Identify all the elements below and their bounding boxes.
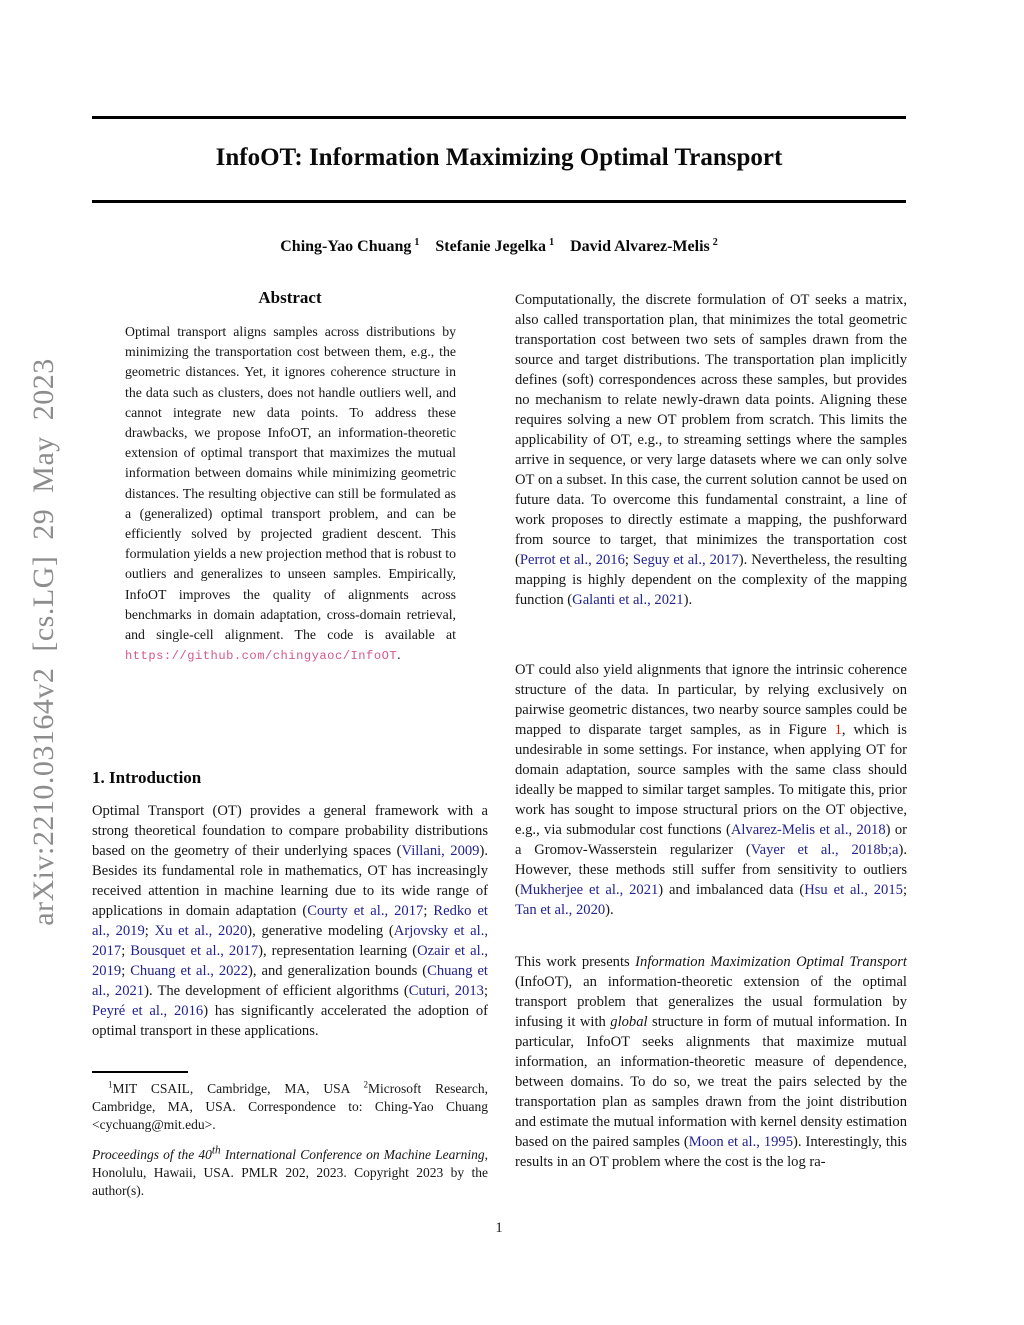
introduction-paragraph	[92, 801, 488, 1041]
italic-text: Information Maximization Optimal Transport	[635, 954, 907, 970]
citation-link[interactable]: Ozair et al., 2019	[92, 943, 488, 979]
superscript: 1	[414, 236, 420, 248]
text-run: MIT CSAIL, Cambridge, MA, USA	[112, 1081, 364, 1096]
figure-ref-link[interactable]: 1	[834, 722, 842, 738]
text-run: Stefanie Jegelka	[419, 238, 547, 255]
citation-link[interactable]: Cuturi, 2013	[408, 983, 484, 999]
affiliation-footnote	[92, 1080, 488, 1134]
url-link[interactable]: https://github.com/chingyaoc/InfoOT	[125, 649, 398, 664]
paper-title: InfoOT: Information Maximizing Optimal Transport	[215, 144, 783, 171]
right-column-paragraph-1	[515, 290, 907, 610]
text-run: David Alvarez-Melis	[554, 238, 710, 255]
text-run: structure in form of mutual information. In particular, InfoOT seeks alignments that maximize mutual information, an information-theoretic measure of dependence, between domains. To do so, we treat the pairs selected by the transportation plan as samples drawn from the joint distribution and estimate the mutual information with kernel density estimation based on the paired samples (	[515, 1014, 907, 1150]
arxiv-watermark: arXiv:2210.03164v2 [cs.LG] 29 May 2023	[27, 358, 60, 926]
text-run: Computationally, the discrete formulation of OT seeks a matrix, also called transportation plan, that minimizes the total geometric transportation cost between two sets of samples drawn from the source and target distributions. The transportation plan implicitly defines (soft) correspondences across these samples, but provides no mechanism to relate newly-drawn data points. Aligning these requires solving a new OT problem from scratch. This limits the applicability of OT, e.g., to streaming settings where the samples arrive in sequence, or very large datasets where we can only solve OT on a subset. In this case, the current solution cannot be used on future data. To overcome this fundamental constraint, a line of work proposes to directly estimate a mapping, the pushforward from source to target, that minimizes the transportation cost (	[515, 292, 907, 568]
text-run: , Honolulu, Hawaii, USA. PMLR 202, 2023. Copyright 2023 by the author(s).	[92, 1147, 488, 1198]
text-run: ).	[683, 592, 693, 608]
text-run: ).	[605, 902, 614, 918]
text-run: This work presents	[515, 954, 636, 970]
text-run: ). Interestingly, this results in an OT problem where the cost is the log ra-	[515, 1134, 907, 1170]
citation-link[interactable]: Hsu et al., 2015	[804, 882, 903, 898]
section-heading-introduction: 1. Introduction	[92, 768, 202, 787]
text-run: ) or a Gromov-Wasserstein regularizer (	[515, 822, 908, 858]
right-column-paragraph-3	[515, 952, 907, 1172]
citation-link[interactable]: Mukherjee et al., 2021	[519, 882, 659, 898]
page-number: 1	[495, 1220, 503, 1236]
text-run: ), generative modeling (	[247, 923, 394, 939]
proceedings-notice	[92, 1146, 488, 1200]
superscript: 2	[363, 1079, 369, 1090]
text-run: ), representation learning (	[258, 943, 418, 959]
footnote-rule	[92, 1071, 188, 1073]
text-run: ) has significantly accelerated the adoption of optimal transport in these applications.	[92, 1003, 488, 1039]
text-run: ). However, these methods still suffer from sensitivity to outliers (	[515, 842, 907, 898]
text-run: Optimal transport aligns samples across distributions by minimizing the transportation cost between them, e.g., the geometric distances. Yet, it ignores coherence structure in the data such as clusters, does not handle outliers well, and cannot integrate new data points. To address these drawbacks, we propose InfoOT, an information-theoretic extension of optimal transport that maximizes the mutual information between domains while minimizing geometric distances. The resulting objective can still be formulated as a (generalized) optimal transport problem, and can be efficiently solved by projected gradient descent. This formulation yields a new projection method that is robust to outliers and generalizes to unseen samples. Empirically, InfoOT improves the quality of alignments across benchmarks in domain adaptation, cross-domain retrieval, and single-cell alignment. The code is available at	[125, 324, 456, 643]
citation-link[interactable]: Alvarez-Melis et al., 2018	[730, 822, 886, 838]
title-rule-bottom	[92, 200, 906, 203]
text-run: ;	[144, 923, 155, 939]
text-run: , which is undesirable in some settings. For instance, when applying OT for domain adaptation, source samples with the same class should ideally be mapped to similar target samples. To mitigate this, prior work has sought to impose structural priors on the OT objective, e.g., via submodular cost functions (	[515, 722, 907, 838]
abstract-text	[125, 322, 456, 666]
superscript: th	[211, 1144, 221, 1157]
citation-link[interactable]: Moon et al., 1995	[688, 1134, 794, 1150]
citation-link[interactable]: Galanti et al., 2021	[572, 592, 684, 608]
text-run: ). Nevertheless, the resulting mapping is highly dependent on the complexity of the mapping function (	[515, 552, 908, 608]
text-run: .	[397, 647, 401, 663]
italic-text: global	[610, 1014, 648, 1030]
citation-link[interactable]: Xu et al., 2020	[154, 923, 248, 939]
citation-link[interactable]: Vayer et al., 2018b;a	[750, 842, 899, 858]
text-run: Optimal Transport (OT) provides a general framework with a strong theoretical foundation to compare probability distributions based on the geometry of their underlying spaces (	[92, 803, 488, 859]
citation-link[interactable]: Seguy et al., 2017	[632, 552, 739, 568]
text-run: ). The development of efficient algorithms (	[144, 983, 409, 999]
author-line	[92, 238, 906, 256]
text-run: Ching-Yao Chuang	[280, 238, 412, 255]
citation-link[interactable]: Bousquet et al., 2017	[130, 943, 259, 959]
text-run: Microsoft Research, Cambridge, MA, USA. Correspondence to: Ching-Yao Chuang <cychuang@mit.edu>.	[92, 1081, 488, 1132]
superscript: 1	[108, 1079, 113, 1090]
text-run: ;	[121, 963, 131, 979]
text-run: ;	[121, 943, 131, 959]
text-run: ;	[483, 983, 488, 999]
text-run: ;	[624, 552, 633, 568]
citation-link[interactable]: Chuang et al., 2022	[130, 963, 249, 979]
text-run: ). Besides its fundamental role in mathematics, OT has increasingly received attention in machine learning due to its wide range of applications in domain adaptation (	[92, 843, 488, 919]
citation-link[interactable]: Perrot et al., 2016	[519, 552, 625, 568]
text-run: ) and imbalanced data (	[658, 882, 805, 898]
text-run: (InfoOT), an information-theoretic extension of the optimal transport problem that generalizes the usual formulation by infusing it with	[515, 974, 907, 1030]
text-run: OT could also yield alignments that ignore the intrinsic coherence structure of the data. In particular, by relying exclusively on pairwise geometric distances, two nearby source samples could be mapped to disparate target samples, as in Figure	[515, 662, 907, 738]
citation-link[interactable]: Villani, 2009	[401, 843, 480, 859]
text-run: ), and generalization bounds (	[248, 963, 428, 979]
citation-link[interactable]: Arjovsky et al., 2017	[92, 923, 488, 959]
citation-link[interactable]: Peyré et al., 2016	[92, 1003, 204, 1019]
citation-link[interactable]: Redko et al., 2019	[92, 903, 488, 939]
citation-link[interactable]: Courty et al., 2017	[307, 903, 424, 919]
abstract-heading: Abstract	[258, 288, 322, 307]
text-run: ;	[902, 882, 907, 898]
right-column-paragraph-2	[515, 660, 907, 920]
text-run: ;	[423, 903, 434, 919]
superscript: 1	[549, 236, 555, 248]
citation-link[interactable]: Tan et al., 2020	[515, 902, 606, 918]
italic-text: Proceedings of the 40	[92, 1147, 212, 1162]
italic-text: International Conference on Machine Learning	[220, 1147, 485, 1162]
citation-link[interactable]: Chuang et al., 2021	[92, 963, 488, 999]
title-rule-top	[92, 116, 906, 119]
superscript: 2	[712, 236, 718, 248]
